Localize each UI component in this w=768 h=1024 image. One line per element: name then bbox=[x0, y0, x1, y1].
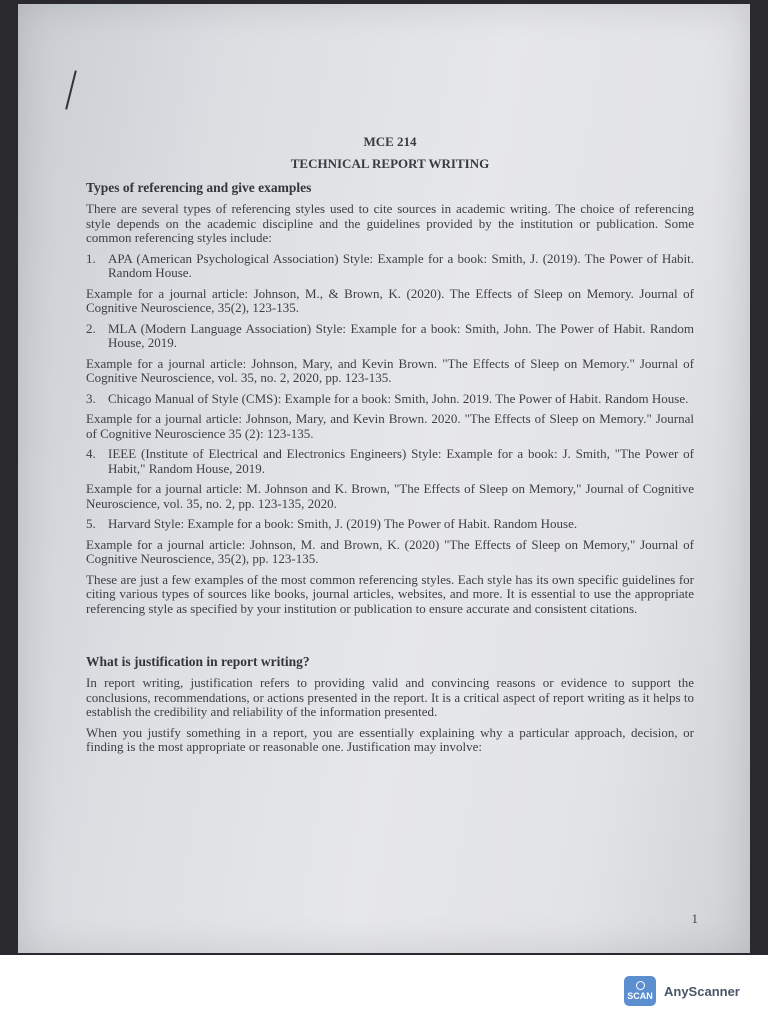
scanner-logo-icon bbox=[624, 976, 656, 1006]
intro-paragraph: There are several types of referencing styles used to cite sources in academic writing. The choice of referencing style depends on the academic discipline and the guidelines provided by the institution or publication. Some common referencing styles include: bbox=[86, 201, 694, 245]
section-spacer bbox=[86, 622, 694, 646]
style-number: 4. bbox=[86, 446, 96, 461]
justification-paragraph-2: When you justify something in a report, you are essentially explaining why a particular approach, decision, or finding is the most appropriate or reasonable one. Justification may involve: bbox=[86, 724, 694, 754]
style-item-5 bbox=[86, 517, 694, 532]
scanner-brand-name: AnyScanner bbox=[664, 983, 740, 999]
course-title: TECHNICAL REPORT WRITING bbox=[290, 156, 490, 171]
style-number: 3. bbox=[86, 390, 96, 406]
pen-mark bbox=[65, 70, 77, 109]
scanner-logo-label: SCAN bbox=[627, 991, 653, 1001]
bleed-through-text bbox=[108, 34, 668, 124]
page-number: 1 bbox=[691, 911, 698, 926]
document-page bbox=[18, 4, 750, 953]
style-journal-example: Example for a journal article: Johnson, Mary, and Kevin Brown. "The Effects of Sleep on Memory." Journal of Cognitive Neuroscience, vol. 35, no. 2, 2020, pp. 123-135. bbox=[86, 355, 694, 385]
camera-lens-icon bbox=[636, 981, 645, 990]
section-heading-justification: What is justification in report writing? bbox=[86, 654, 310, 669]
style-book-example: APA (American Psychological Association) Style: Example for a book: Smith, J. (2019). The Power of Habit. Random House. bbox=[108, 250, 694, 280]
closing-paragraph: These are just a few examples of the most common referencing styles. Each style has its own specific guidelines for citing various types of sources like books, journal articles, websites, and more. It is essential to use the appropriate referencing style as specified by your institution or publication to ensure accurate and consistent citations. bbox=[86, 571, 694, 616]
style-journal-example: Example for a journal article: Johnson, M. and Brown, K. (2020) "The Effects of Sleep on Memory," Journal of Cognitive Neuroscience, 35(2), pp. 123-135. bbox=[86, 536, 694, 566]
scanner-watermark bbox=[624, 976, 740, 1006]
style-journal-example: Example for a journal article: Johnson, M., & Brown, K. (2020). The Effects of Sleep on Memory. Journal of Cognitive Neuroscience, 35(2), 123-135. bbox=[86, 285, 694, 315]
style-item-3 bbox=[86, 392, 694, 407]
course-code: MCE 214 bbox=[363, 134, 417, 149]
style-journal-example: Example for a journal article: M. Johnson and K. Brown, "The Effects of Sleep on Memory," Journal of Cognitive Neuroscience, vol. 35, no. 2, pp. 123-135, 2020. bbox=[86, 481, 694, 511]
style-book-example: IEEE (Institute of Electrical and Electronics Engineers) Style: Example for a book: J. Smith, "The Power of Habit," Random House, 2019. bbox=[108, 446, 694, 476]
style-number: 1. bbox=[86, 250, 96, 266]
style-item-1 bbox=[86, 252, 694, 281]
document-content bbox=[86, 134, 694, 761]
style-item-4 bbox=[86, 447, 694, 476]
style-number: 2. bbox=[86, 320, 96, 336]
style-book-example: Chicago Manual of Style (CMS): Example for a book: Smith, John. 2019. The Power of Habit. Random House. bbox=[108, 390, 689, 406]
style-journal-example: Example for a journal article: Johnson, Mary, and Kevin Brown. 2020. "The Effects of Sleep on Memory." Journal of Cognitive Neuroscience 35 (2): 123-135. bbox=[86, 411, 694, 441]
style-number: 5. bbox=[86, 516, 96, 531]
justification-paragraph-1: In report writing, justification refers to providing valid and convincing reasons or evidence to support the conclusions, recommendations, or actions presented in the report. It is a critical aspect of report writing as it helps to establish the credibility and reliability of the information presented. bbox=[86, 675, 694, 719]
style-item-2 bbox=[86, 322, 694, 351]
style-book-example: Harvard Style: Example for a book: Smith, J. (2019) The Power of Habit. Random House. bbox=[108, 516, 578, 531]
section-heading-referencing: Types of referencing and give examples bbox=[86, 180, 312, 195]
style-book-example: MLA (Modern Language Association) Style: Example for a book: Smith, John. The Power of Habit. Random House, 2019. bbox=[108, 320, 694, 350]
